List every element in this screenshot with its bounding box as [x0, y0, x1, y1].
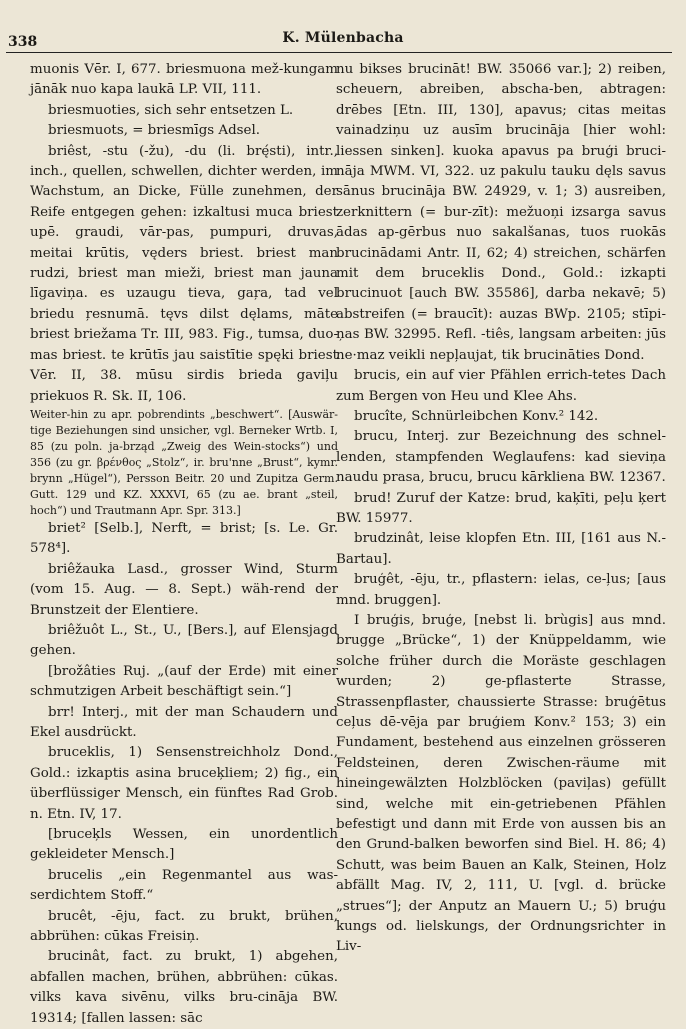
- entry-brucelis: brucelis „ein Regenmantel aus was-serdichtem Stoff.“: [30, 867, 338, 904]
- entry-brr: brr! Interj., mit der man Schaudern und Ekel ausdrückt.: [30, 704, 338, 740]
- entry-briet: briet² [Selb.], Nerft, = brist; [s. Le. Gr. 578⁴].: [30, 520, 338, 557]
- entry-brucinat-cont: nu bikses brucināt! BW. 35066 var.]; 2) reiben, scheuern, abreiben, abscha-ben, abtragen: drēbes [Etn. III, 130], apavus; citas meitas vainadziņu uz ausīm brucināja [hier wohl: liessen sinken]. kuoka apavus pa bruģi bruci-nāja MWM. VI, 322. uz pakulu tauku dęls savus sānus brucināja BW. 24929, v. 1; 3) ausreiben, zerknittern (= bur-zīt): mežuoņi izsarga savus ādas ap-gērbus nuo sakalšanas, tuos ruokās brucinādami Antr. II, 62; 4) streichen, schärfen mit dem bruceklis Dond., Gold.: izkapti brucinuot [auch BW. 35586], darba nekavē; 5) abstreifen (= braucīt): auzas BWp. 2105; stīpi-ņas BW. 32995. Refl. -tiês, langsam arbeiten: jūs ne·maz veikli nepļaujat, tik brucināties Dond.: [336, 62, 666, 363]
- header-rule: [6, 52, 672, 53]
- entry-muonis: muonis Vēr. I, 677. briesmuona mež-kungam jānāk nuo kapa laukā LP. VII, 111.: [30, 62, 338, 98]
- entry-brozaties: [brožâties Ruj. „(auf der Erde) mit einer schmutzigen Arbeit beschäftigt sein.“]: [30, 663, 338, 700]
- entry-briest: briêst, -stu (-žu), -du (li. brę́sti), intr., inch., quellen, schwellen, dichter werden, im Wachstum, an Dicke, Fülle zunehmen, der Reife entgegen gehen: izkaltusi muca briest upē. graudi, vār-pas, pumpuri, druvas, meitai krūtis, vęders briest. briest man rudzi, briest man mieži, briest man jauna līgaviņa. es uzaugu tieva, gaŗa, tad vel briedu ŗesnumā. tęvs dilst dęlams, māte briest briežama Tr. III, 983. Fig., tumsa, duo-mas briest. te krūtīs jau saistītie spęki briest Vēr. II, 38. mūsu sirdis brieda gaviļu priekuos R. Sk. II, 106.: [30, 143, 338, 404]
- entry-briesmuoties: briesmuoties, sich sehr entsetzen L.: [48, 102, 294, 118]
- entry-brucite: brucîte, Schnürleibchen Konv.² 142.: [354, 408, 599, 424]
- entry-brucet: brucêt, -ēju, fact. zu brukt, brühen, abbrühen: cūkas Freisiņ.: [30, 908, 338, 945]
- entry-briest-etymology: Weiter-hin zu apr. pobrendints „beschwert“. [Auswär-tige Beziehungen sind unsicher, vgl. Berneker Wrtb. I, 85 (zu poln. ja-brząd „Zweig des Wein-stocks“) und 356 (zu gr. βρένθος „Stolz“, ir. bru'nne „Brust“, kymr. brynn „Hügel“), Persson Beitr. 20 und Zupitza Germ. Gutt. 129 und KZ. XXXVI, 65 (zu ae. brant „steil, hoch“) und Trautmann Apr. Spr. 313.]: [30, 407, 338, 517]
- entry-brucis: brucis, ein auf vier Pfählen errich-tetes Dach zum Bergen von Heu und Klee Ahs.: [336, 368, 666, 404]
- entry-brucinat: brucinât, fact. zu brukt, 1) abgehen, abfallen machen, brühen, abbrühen: cūkas. vilks kava sivēnu, vilks bru-cināja BW. 19314; [fallen lassen: sāc: [30, 949, 338, 1026]
- entry-brudzinat: brudzinât, leise klopfen Etn. III, [161 aus N.-Bartau].: [336, 531, 666, 567]
- entry-brud: brud! Zuruf der Katze: brud, kaķīti, peļu ķert BW. 15977.: [336, 490, 666, 526]
- entry-brueget: bruģêt, -ēju, tr., pflastern: ielas, ce-ļus; [aus mnd. bruggen].: [336, 572, 666, 608]
- page-number: 338: [8, 34, 38, 50]
- entry-briezuot: briêžuôt L., St., U., [Bers.], auf Elensjagd gehen.: [30, 622, 338, 659]
- right-column: [336, 60, 666, 958]
- entry-brugis: I bruģis, bruģe, [nebst li. brùgis] aus mnd. brugge „Brücke“, 1) der Knüppeldamm, wie solche früher durch die Moräste geschlagen wurden; 2) ge-pflasterte Strasse, Strassenpflaster, chaussierte Strasse: bruģētus ceļus dē-vēja par bruģiem Konv.² 153; 3) ein Fundament, bestehend aus einzelnen grösseren Feldsteinen, deren Zwischen-räume mit hineingewälzten Holzblöcken (paviļas) gefüllt sind, welche mit ein-getriebenen Pfählen befestigt und dann mit Erde von aussen bis an den Grund-balken beworfen sind Biel. H. 86; 4) Schutt, was beim Bauen an Kalk, Steinen, Holz abfällt Mag. IV, 2, 111, U. [vgl. d. brücke „strues“]; der Anputz an Mauern U.; 5) bruģu kungs od. lielskungs, der Ordnungsrichter in Liv-: [336, 612, 666, 955]
- entry-bruceklis: bruceklis, 1) Sensenstreichholz Dond., Gold.: izkaptis asina bruceķliem; 2) fig., ein überflüssiger Mensch, ein fünftes Rad Grob. n. Etn. IV, 17.: [30, 745, 338, 822]
- entry-brucu: brucu, Interj. zur Bezeichnung des schnel-lenden, stampfenden Weglaufens: kad sieviņa naudu prasa, brucu, brucu kārkliena BW. 12367.: [336, 429, 666, 486]
- left-column: [30, 60, 338, 1029]
- running-head: K. Mülenbacha: [282, 30, 404, 46]
- entry-briezauka: briêžauka Lasd., grosser Wind, Sturm (vom 15. Aug. — 8. Sept.) wäh-rend der Brunstzeit der Elentiere.: [30, 561, 338, 618]
- entry-briesmuots: briesmuots, = briesmīgs Adsel.: [48, 123, 260, 139]
- entry-bruceklis-2: [bruceķls Wessen, ein unordentlich gekleideter Mensch.]: [30, 827, 338, 863]
